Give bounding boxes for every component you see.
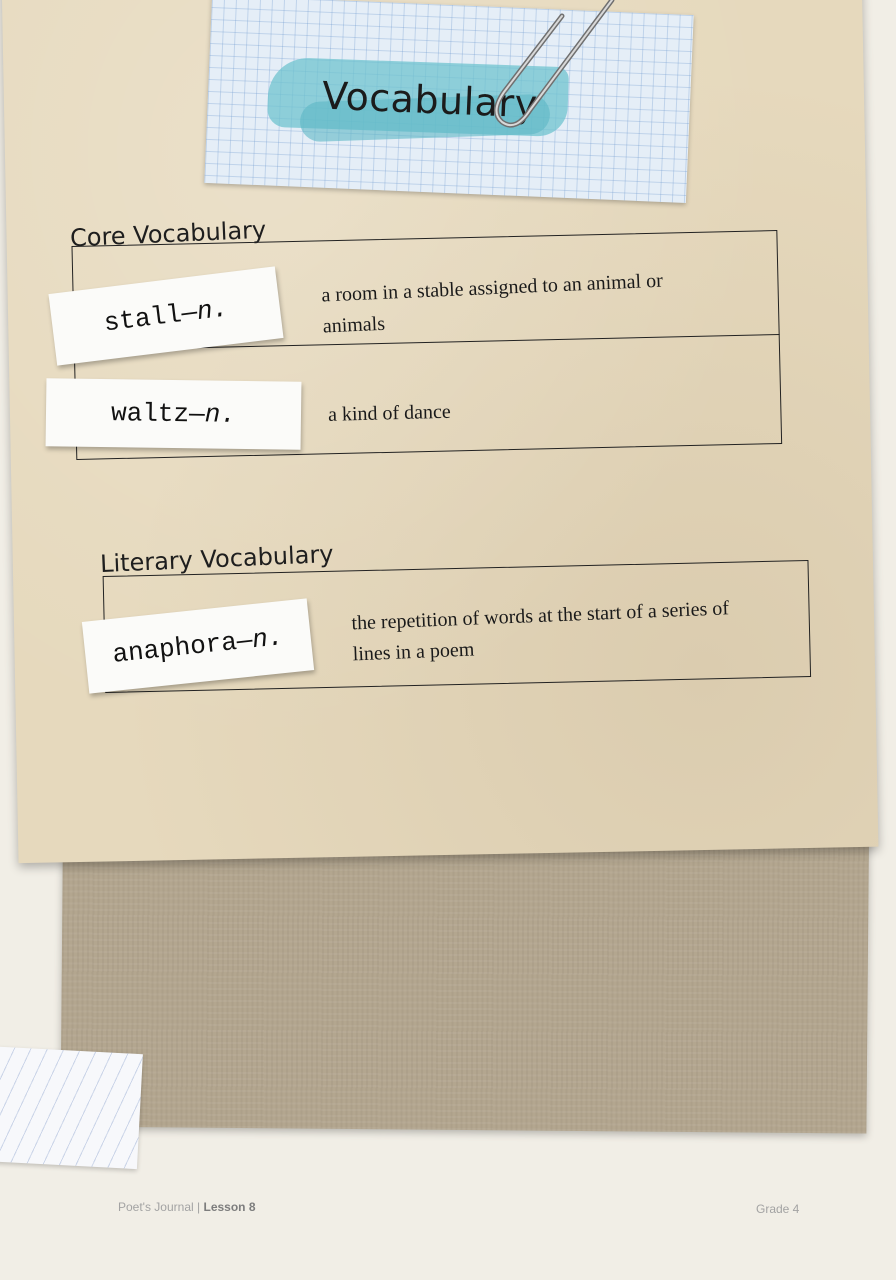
term-dash: — (188, 399, 205, 430)
term-pos: n. (204, 399, 237, 430)
term-dash: — (235, 625, 254, 657)
term-dash: — (179, 297, 199, 329)
lined-paper-note (0, 1046, 143, 1169)
term-word: waltz (110, 398, 190, 430)
footer-grade: Grade 4 (756, 1202, 800, 1216)
core-vocabulary-heading: Core Vocabulary (69, 215, 267, 253)
term-word: stall (102, 299, 184, 339)
definition-anaphora: the repetition of words at the start of a series of lines in a poem (351, 597, 730, 666)
footer-left (118, 1200, 256, 1214)
term-word: anaphora (111, 627, 239, 670)
term-pos: n. (250, 622, 285, 656)
page-title: Vocabulary (321, 73, 539, 127)
term-pos: n. (195, 293, 230, 328)
term-card-waltz (46, 378, 302, 450)
definition-stall: a room in a stable assigned to an animal or animals (321, 269, 664, 338)
footer-lesson: Lesson 8 (203, 1200, 256, 1214)
definition-waltz: a kind of dance (327, 400, 452, 426)
paperclip-icon (470, 0, 630, 150)
footer-separator: | (197, 1200, 201, 1214)
literary-vocabulary-heading: Literary Vocabulary (99, 539, 335, 579)
footer-journal: Poet's Journal (118, 1200, 194, 1214)
